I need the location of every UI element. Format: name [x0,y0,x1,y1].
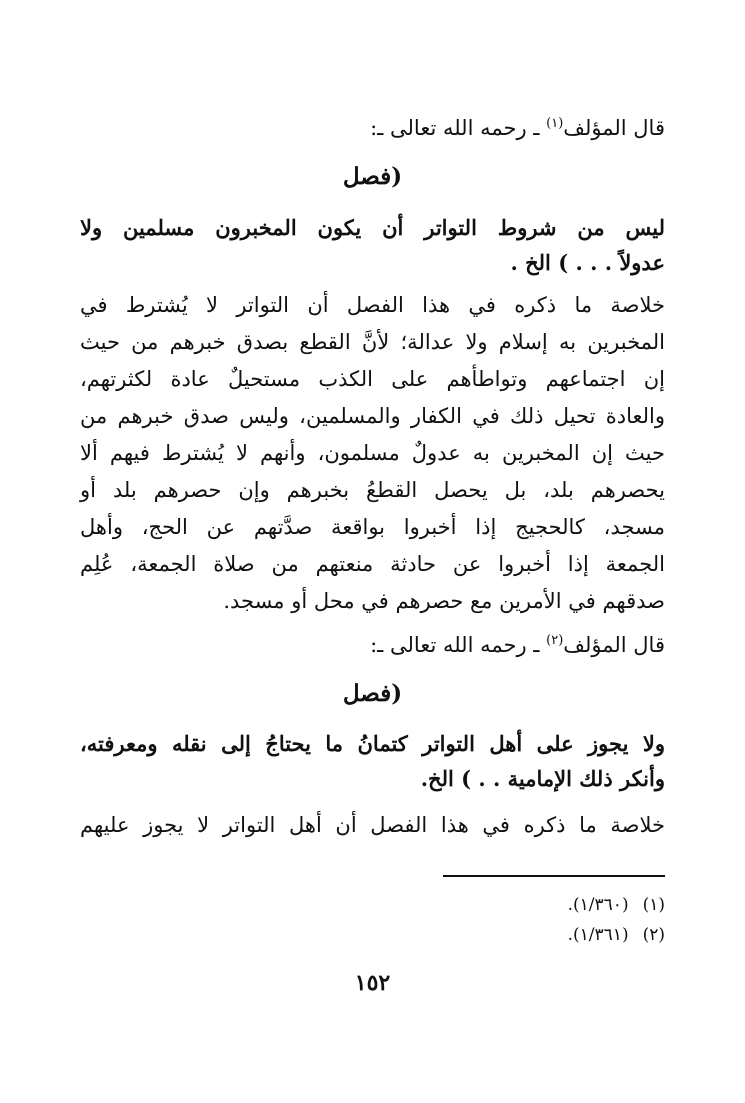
body-line: صدقهم في الأمرين مع حصرهم في محل أو مسجد. [223,589,665,613]
footnote-separator [443,875,665,877]
author-says-prefix: قال المؤلف [563,633,665,657]
body-line: خلاصة ما ذكره في هذا الفصل أن أهل التواتر لا يجوز عليهم [80,813,665,837]
section-heading-2: (فصل [342,680,403,707]
page-number: ١٥٢ [354,970,391,996]
body-line: المخبرين به إسلام ولا عدالة؛ لأنَّ القطع بصدق خبرهم من حيث [80,330,665,354]
footnote-1 [300,893,665,917]
author-says-line-1 [80,113,665,143]
author-says-line-2 [80,630,665,660]
body-line: مسجد، كالحجيج إذا أخبروا بواقعة صدَّتهم عن الحج، وأهل [80,515,665,539]
body-line: الجمعة إذا أخبروا عن حادثة منعتهم من صلاة الجمعة، عُلِم [80,552,665,576]
author-says-prefix: قال المؤلف [563,116,665,140]
section-heading-1: (فصل [342,163,403,190]
quote-line: ليس من شروط التواتر أن يكون المخبرون مسلمين ولا [80,215,665,240]
body-line: إن اجتماعهم وتواطأهم على الكذب مستحيلٌ عادة لكثرتهم، [80,367,665,391]
body-line: حيث إن المخبرين به عدولٌ مسلمون، وأنهم لا يُشترط فيهم ألا [80,441,665,465]
author-says-suffix: ـ رحمه الله تعالى ـ: [370,633,540,657]
quote-line: وأنكر ذلك الإمامية . . ) الخ. [420,766,665,791]
quote-line: عدولاً . . . ) الخ . [510,250,665,275]
footnote-number: (٢) [642,925,665,945]
body-line: يحصرهم بلد، بل يحصل القطعُ بخبرهم وإن حصرهم بلد أو [80,478,665,502]
body-line: خلاصة ما ذكره في هذا الفصل أن التواتر لا يُشترط في [80,293,665,317]
body-line: والعادة تحيل ذلك في الكفار والمسلمين، وليس صدق خبرهم من [80,404,665,428]
footnote-text: (١/٣٦١). [567,925,629,945]
footnote-ref-2[interactable]: (٢) [546,633,564,648]
footnote-ref-1[interactable]: (١) [546,116,564,131]
footnote-number: (١) [642,895,665,915]
author-says-suffix: ـ رحمه الله تعالى ـ: [370,116,540,140]
quote-line: ولا يجوز على أهل التواتر كتمانُ ما يحتاجُ إلى نقله ومعرفته، [80,731,665,756]
footnote-2 [300,923,665,947]
footnote-text: (١/٣٦٠). [567,895,629,915]
